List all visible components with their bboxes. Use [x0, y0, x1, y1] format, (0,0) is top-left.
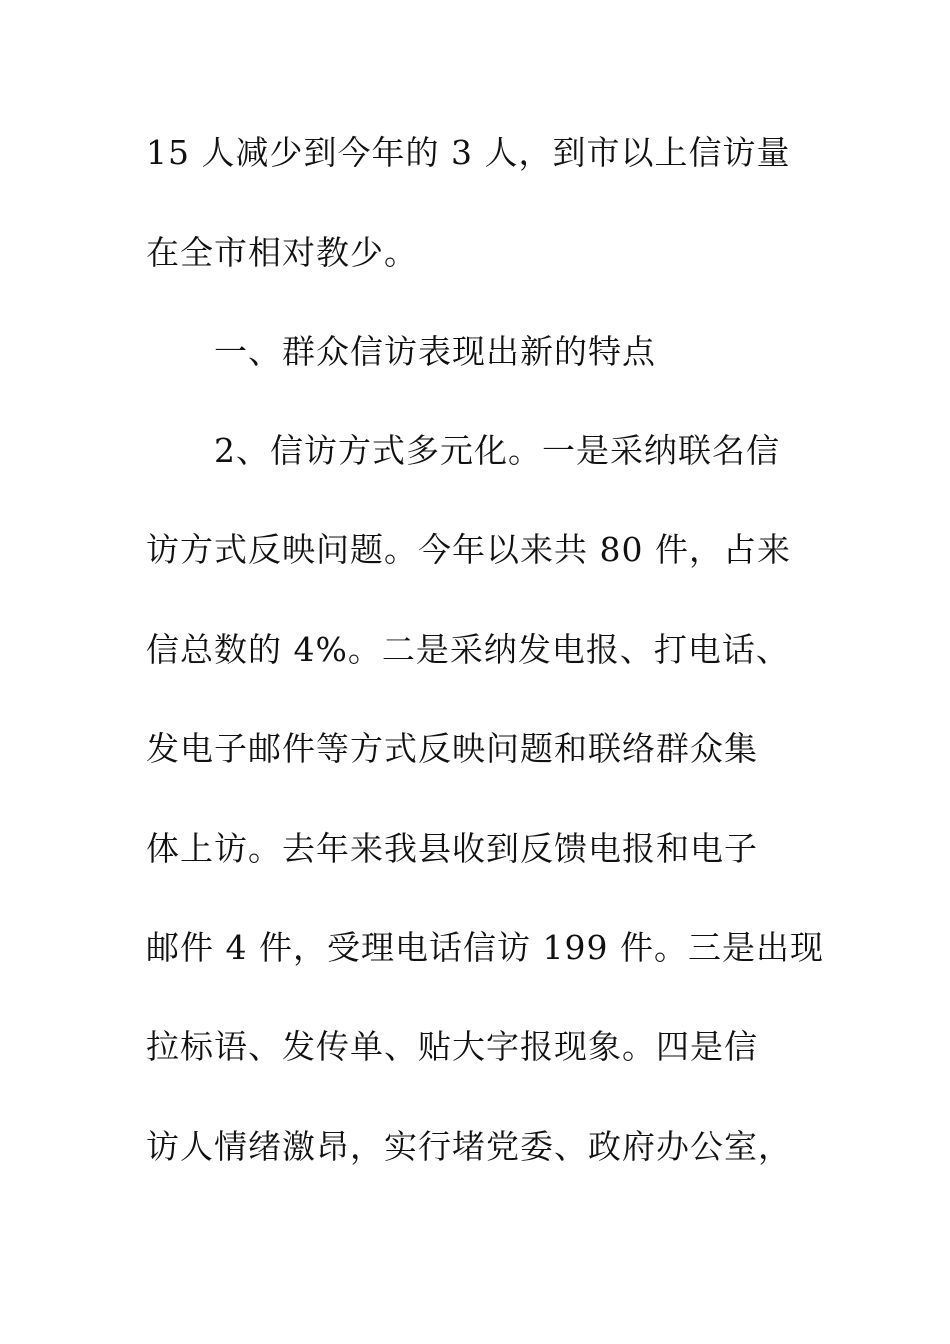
text-line-8: 体上访。去年来我县收到反馈电报和电子	[146, 829, 758, 868]
section-heading: 一、群众信访表现出新的特点	[214, 332, 656, 371]
text-line-10: 拉标语、发传单、贴大字报现象。四是信	[146, 1027, 758, 1066]
text-line-6: 信总数的 4%。二是采纳发电报、打电话、	[146, 630, 790, 669]
text-line-7: 发电子邮件等方式反映问题和联络群众集	[146, 729, 758, 768]
text-line-11: 访人情绪激昂，实行堵党委、政府办公室，	[146, 1127, 792, 1166]
text-line-1: 15 人减少到今年的 3 人，到市以上信访量	[146, 133, 791, 172]
text-line-2: 在全市相对教少。	[146, 233, 418, 272]
text-line-5: 访方式反映问题。今年以来共 80 件，占来	[146, 530, 791, 569]
paragraph-first-line: 2、信访方式多元化。一是采纳联名信	[214, 431, 780, 470]
text-line-9: 邮件 4 件，受理电话信访 199 件。三是出现	[146, 928, 824, 967]
